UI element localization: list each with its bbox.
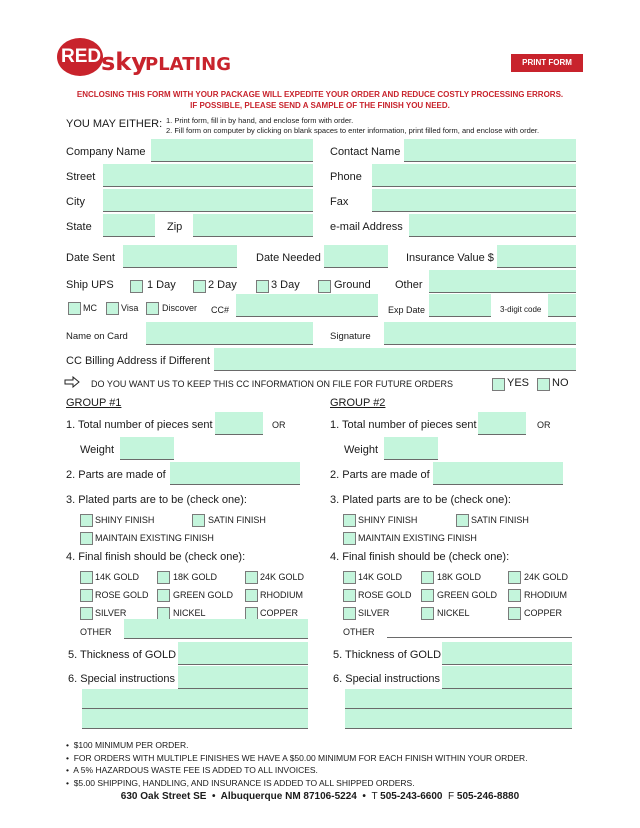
group1-special-field[interactable] xyxy=(178,666,308,689)
logo-sky-text: sky xyxy=(101,48,147,76)
name-on-card-label: Name on Card xyxy=(66,331,128,342)
date-needed-label: Date Needed xyxy=(256,252,321,264)
mc-checkbox[interactable] xyxy=(68,302,81,315)
group1-special-label: 6. Special instructions xyxy=(68,673,175,685)
fax-label: Fax xyxy=(330,196,349,208)
group1-weight-field[interactable] xyxy=(120,437,174,460)
group1-18k-label: 18K GOLD xyxy=(173,572,218,582)
group1-or-label: OR xyxy=(272,420,286,430)
group2-made-of-label: 2. Parts are made of xyxy=(330,469,430,481)
keep-cc-yes-label: YES xyxy=(507,377,530,389)
group2-green-checkbox[interactable] xyxy=(421,589,434,602)
cc-label: CC# xyxy=(211,305,230,315)
keep-cc-no-checkbox[interactable] xyxy=(537,378,550,391)
group1-special-field-3[interactable] xyxy=(82,709,308,729)
keep-cc-no-label: NO xyxy=(552,377,569,389)
logo-plating-text: PLATING xyxy=(145,54,232,75)
fax-field[interactable] xyxy=(372,189,576,212)
group2-maintain-label: MAINTAIN EXISTING FINISH xyxy=(358,533,477,543)
city-label: City xyxy=(66,196,85,208)
group1-green-label: GREEN GOLD xyxy=(173,590,234,600)
group2-pieces-field[interactable] xyxy=(478,412,526,435)
ship-other-label: Other xyxy=(395,279,423,291)
group1-24k-label: 24K GOLD xyxy=(260,572,305,582)
terms-list xyxy=(66,739,528,789)
signature-label: Signature xyxy=(330,331,371,342)
state-label: State xyxy=(66,221,92,233)
state-field[interactable] xyxy=(103,214,155,237)
group2-special-field[interactable] xyxy=(442,666,572,689)
group1-title: GROUP #1 xyxy=(66,397,122,409)
group2-silver-checkbox[interactable] xyxy=(343,607,356,620)
name-on-card-field[interactable] xyxy=(146,322,313,345)
group2-thickness-label: 5. Thickness of GOLD xyxy=(333,649,442,661)
group2-shiny-checkbox[interactable] xyxy=(343,514,356,527)
group1-final-label: 4. Final finish should be (check one): xyxy=(66,551,246,563)
ship-1day-label: 1 Day xyxy=(147,279,176,291)
group2-18k-label: 18K GOLD xyxy=(437,572,482,582)
terms-item: • $5.00 SHIPPING, HANDLING, AND INSURANCE IS ADDED TO ALL SHIPPED ORDERS. xyxy=(66,777,415,788)
discover-checkbox[interactable] xyxy=(146,302,159,315)
group1-24k-checkbox[interactable] xyxy=(245,571,258,584)
street-label: Street xyxy=(66,171,96,183)
group2-copper-label: COPPER xyxy=(524,608,563,618)
company-label: Company Name xyxy=(66,146,146,158)
date-sent-field[interactable] xyxy=(123,245,237,268)
group2-18k-checkbox[interactable] xyxy=(421,571,434,584)
group1-rhodium-checkbox[interactable] xyxy=(245,589,258,602)
arrow-right-icon xyxy=(64,376,80,388)
group2-rose-label: ROSE GOLD xyxy=(358,590,412,600)
group2-other-line[interactable] xyxy=(387,637,572,638)
group2-weight-label: Weight xyxy=(344,444,379,456)
group2-24k-label: 24K GOLD xyxy=(524,572,569,582)
signature-field[interactable] xyxy=(384,322,576,345)
ship-3day-label: 3 Day xyxy=(271,279,300,291)
footer-address: 630 Oak Street SE • Albuquerque NM 87106-5224 • T 505-243-6600 F 505-246-8880 xyxy=(120,791,520,802)
group2-24k-checkbox[interactable] xyxy=(508,571,521,584)
group1-green-checkbox[interactable] xyxy=(157,589,170,602)
group1-silver-label: SILVER xyxy=(95,608,127,618)
group2-or-label: OR xyxy=(537,420,551,430)
zip-field[interactable] xyxy=(193,214,313,237)
group1-shiny-label: SHINY FINISH xyxy=(95,515,155,525)
group1-satin-label: SATIN FINISH xyxy=(208,515,266,525)
group1-pieces-field[interactable] xyxy=(215,412,263,435)
date-sent-label: Date Sent xyxy=(66,252,115,264)
insurance-label: Insurance Value $ xyxy=(406,252,494,264)
ship-1day-checkbox[interactable] xyxy=(130,280,143,293)
ship-other-field[interactable] xyxy=(429,270,576,293)
group2-weight-field[interactable] xyxy=(384,437,438,460)
notice-line-2: IF POSSIBLE, PLEASE SEND A SAMPLE OF THE FINISH YOU NEED. xyxy=(190,101,450,110)
group2-special-field-2[interactable] xyxy=(345,689,572,709)
billing-field[interactable] xyxy=(214,348,576,371)
group1-special-field-2[interactable] xyxy=(82,689,308,709)
group2-14k-label: 14K GOLD xyxy=(358,572,403,582)
visa-checkbox[interactable] xyxy=(106,302,119,315)
group2-shiny-label: SHINY FINISH xyxy=(358,515,418,525)
group2-nickel-checkbox[interactable] xyxy=(421,607,434,620)
group1-shiny-checkbox[interactable] xyxy=(80,514,93,527)
ship-ground-label: Ground xyxy=(334,279,371,291)
phone-field[interactable] xyxy=(372,164,576,187)
cvv-label: 3-digit code xyxy=(500,305,542,314)
terms-item: • $100 MINIMUM PER ORDER. xyxy=(66,740,189,750)
city-field[interactable] xyxy=(103,189,313,212)
group2-14k-checkbox[interactable] xyxy=(343,571,356,584)
cc-number-field[interactable] xyxy=(236,294,378,317)
terms-item: • FOR ORDERS WITH MULTIPLE FINISHES WE HAVE A $50.00 MINIMUM FOR EACH FINISH WITHIN YOUR ORDER. xyxy=(66,752,528,763)
zip-label: Zip xyxy=(167,221,183,233)
group2-rhodium-checkbox[interactable] xyxy=(508,589,521,602)
group1-made-of-field[interactable] xyxy=(170,462,300,485)
group2-green-label: GREEN GOLD xyxy=(437,590,498,600)
group1-14k-checkbox[interactable] xyxy=(80,571,93,584)
group2-plated-label: 3. Plated parts are to be (check one): xyxy=(330,494,511,506)
group2-final-label: 4. Final finish should be (check one): xyxy=(330,551,510,563)
group1-14k-label: 14K GOLD xyxy=(95,572,140,582)
group1-copper-label: COPPER xyxy=(260,608,299,618)
ship-ground-checkbox[interactable] xyxy=(318,280,331,293)
keep-cc-label: DO YOU WANT US TO KEEP THIS CC INFORMATION ON FILE FOR FUTURE ORDERS xyxy=(91,379,454,389)
phone-label: Phone xyxy=(330,171,362,183)
group2-copper-checkbox[interactable] xyxy=(508,607,521,620)
group1-silver-checkbox[interactable] xyxy=(80,607,93,620)
group2-rhodium-label: RHODIUM xyxy=(524,590,567,600)
contact-label: Contact Name xyxy=(330,146,401,158)
company-field[interactable] xyxy=(151,139,313,162)
exp-date-field[interactable] xyxy=(429,294,491,317)
group2-silver-label: SILVER xyxy=(358,608,390,618)
group2-title: GROUP #2 xyxy=(330,397,386,409)
group2-made-of-field[interactable] xyxy=(433,462,563,485)
group2-maintain-checkbox[interactable] xyxy=(343,532,356,545)
group2-thickness-field[interactable] xyxy=(442,642,572,665)
group1-rhodium-label: RHODIUM xyxy=(260,590,303,600)
group1-thickness-label: 5. Thickness of GOLD xyxy=(68,649,177,661)
group1-other-field[interactable] xyxy=(124,619,308,639)
group1-other-label: OTHER xyxy=(80,627,112,637)
group2-satin-label: SATIN FINISH xyxy=(471,515,529,525)
date-needed-field[interactable] xyxy=(324,245,388,268)
print-form-button[interactable]: PRINT FORM xyxy=(511,54,583,72)
group1-maintain-label: MAINTAIN EXISTING FINISH xyxy=(95,533,214,543)
group2-nickel-label: NICKEL xyxy=(437,608,470,618)
mc-label: MC xyxy=(83,303,97,313)
keep-cc-yes-checkbox[interactable] xyxy=(492,378,505,391)
ship-label: Ship UPS xyxy=(66,279,114,291)
ship-3day-checkbox[interactable] xyxy=(256,280,269,293)
group2-pieces-label: 1. Total number of pieces sent xyxy=(330,419,477,431)
ship-2day-label: 2 Day xyxy=(208,279,237,291)
group1-18k-checkbox[interactable] xyxy=(157,571,170,584)
group2-special-label: 6. Special instructions xyxy=(333,673,440,685)
discover-label: Discover xyxy=(162,303,198,313)
either-option-1: 1. Print form, fill in by hand, and enclose form with order. xyxy=(166,116,354,125)
group1-plated-label: 3. Plated parts are to be (check one): xyxy=(66,494,247,506)
visa-label: Visa xyxy=(121,303,139,313)
email-field[interactable] xyxy=(409,214,576,237)
logo-red-text: RED xyxy=(61,46,102,67)
group1-satin-checkbox[interactable] xyxy=(192,514,205,527)
group1-made-of-label: 2. Parts are made of xyxy=(66,469,166,481)
cvv-field[interactable] xyxy=(548,294,576,317)
email-label: e-mail Address xyxy=(330,221,403,233)
group1-pieces-label: 1. Total number of pieces sent xyxy=(66,419,213,431)
street-field[interactable] xyxy=(103,164,313,187)
group1-nickel-label: NICKEL xyxy=(173,608,206,618)
group1-maintain-checkbox[interactable] xyxy=(80,532,93,545)
logo xyxy=(57,38,232,82)
group2-special-field-3[interactable] xyxy=(345,709,572,729)
contact-field[interactable] xyxy=(404,139,576,162)
terms-item: • A 5% HAZARDOUS WASTE FEE IS ADDED TO ALL INVOICES. xyxy=(66,765,318,775)
ship-2day-checkbox[interactable] xyxy=(193,280,206,293)
group2-rose-checkbox[interactable] xyxy=(343,589,356,602)
group2-other-label: OTHER xyxy=(343,627,375,637)
exp-label: Exp Date xyxy=(388,305,426,315)
group1-rose-label: ROSE GOLD xyxy=(95,590,149,600)
insurance-field[interactable] xyxy=(497,245,576,268)
notice-line-1: ENCLOSING THIS FORM WITH YOUR PACKAGE WILL EXPEDITE YOUR ORDER AND REDUCE COSTLY PROCESSING ERRORS. xyxy=(76,90,564,99)
billing-label: CC Billing Address if Different xyxy=(66,355,211,367)
either-option-2: 2. Fill form on computer by clicking on blank spaces to enter information, print filled form, and enclose with order. xyxy=(166,126,540,135)
group1-thickness-field[interactable] xyxy=(178,642,308,665)
either-label: YOU MAY EITHER: xyxy=(66,118,163,130)
group2-satin-checkbox[interactable] xyxy=(456,514,469,527)
group1-weight-label: Weight xyxy=(80,444,115,456)
group1-rose-checkbox[interactable] xyxy=(80,589,93,602)
